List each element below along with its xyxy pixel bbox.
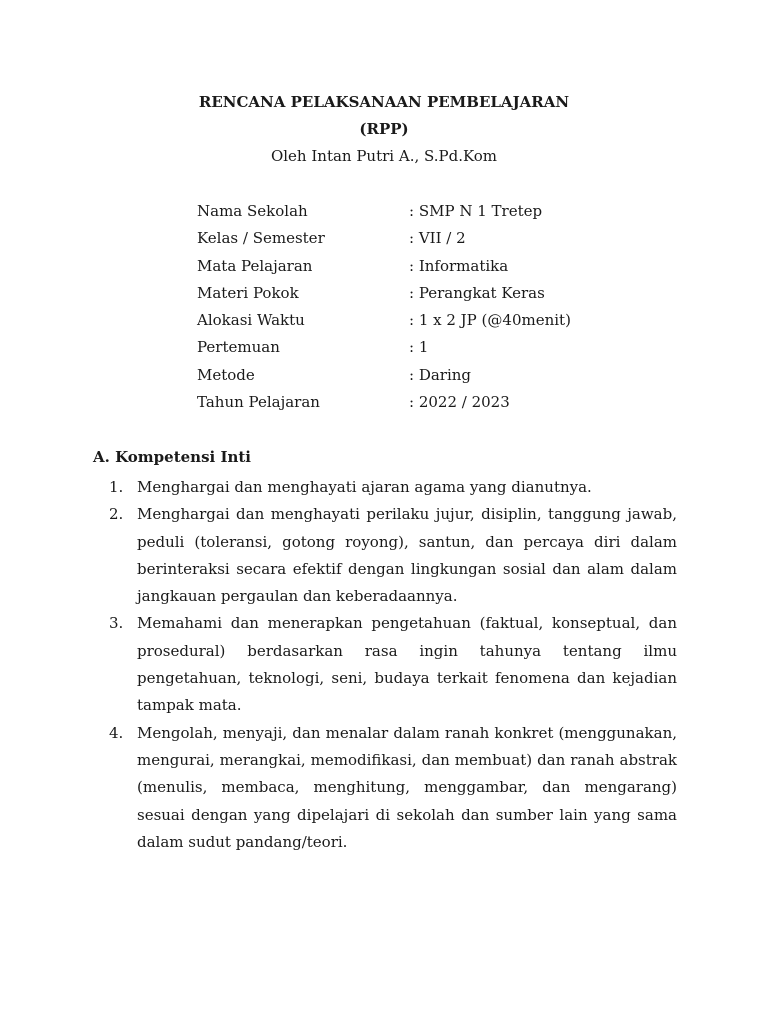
identity-label: Kelas / Semester	[197, 229, 325, 248]
identity-label: Tahun Pelajaran	[197, 393, 320, 412]
identity-label: Nama Sekolah	[197, 202, 308, 220]
list-number: 4.	[109, 723, 124, 742]
document-title: RENCANA PELAKSANAAN PEMBELAJARAN	[198, 93, 570, 111]
list-item	[109, 474, 677, 501]
document-author: Oleh Intan Putri A., S.Pd.Kom	[270, 147, 498, 165]
list-number: 1.	[109, 478, 124, 496]
identity-value: : 1 x 2 JP (@40menit)	[409, 311, 571, 330]
document-subtitle: (RPP)	[359, 120, 409, 138]
list-text: Menghargai dan menghayati ajaran agama yang dianutnya.	[137, 478, 592, 496]
list-text: Memahami dan menerapkan pengetahuan (faktual, konseptual, dan prosedural) berdasarkan rasa ingin tahunya tentang ilmu pengetahuan, teknologi, seni, budaya terkait fenomena dan kejadian tampak mata.	[137, 614, 677, 715]
section-heading: A. Kompetensi Inti	[93, 448, 251, 466]
identity-label: Metode	[197, 365, 255, 384]
list-item	[109, 720, 677, 856]
list-number: 3.	[109, 614, 124, 633]
list-text: Mengolah, menyaji, dan menalar dalam ranah konkret (menggunakan, mengurai, merangkai, memodifikasi, dan membuat) dan ranah abstrak (menulis, membaca, menghitung, menggambar, dan mengarang) sesuai dengan yang dipelajari di sekolah dan sumber lain yang sama dalam sudut pandang/teori.	[137, 723, 677, 851]
identity-value: : SMP N 1 Tretep	[409, 202, 543, 220]
identity-value: : 2022 / 2023	[409, 393, 510, 412]
identity-label: Mata Pelajaran	[197, 256, 313, 275]
kompetensi-list	[109, 474, 677, 856]
identity-label: Pertemuan	[197, 338, 280, 357]
list-item	[109, 610, 677, 719]
identity-value: : 1	[409, 338, 429, 357]
identity-value: : VII / 2	[409, 229, 466, 248]
identity-value: : Perangkat Keras	[409, 283, 545, 302]
list-number: 2.	[109, 505, 124, 524]
identity-label: Alokasi Waktu	[197, 311, 305, 330]
list-text: Menghargai dan menghayati perilaku jujur, disiplin, tanggung jawab, peduli (toleransi, gotong royong), santun, dan percaya diri dalam berinteraksi secara efektif dengan lingkungan sosial dan alam dalam jangkauan pergaulan dan keberadaannya.	[137, 505, 677, 606]
identity-value: : Informatika	[409, 256, 509, 275]
list-item	[109, 501, 677, 610]
identity-label: Materi Pokok	[197, 283, 299, 302]
identity-value: : Daring	[409, 365, 472, 384]
